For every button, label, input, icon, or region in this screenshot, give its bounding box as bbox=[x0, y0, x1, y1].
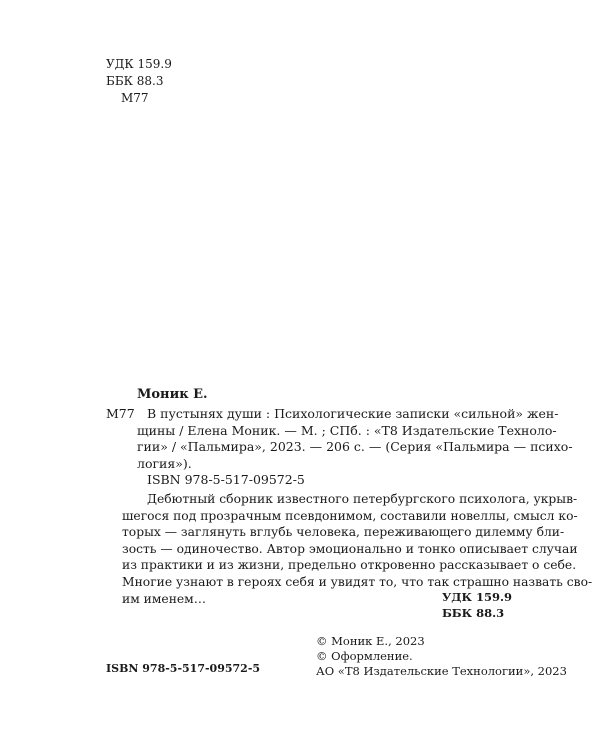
annotation-line: торых — заглянуть вглубь человека, переживающего дилемму бли- bbox=[122, 525, 565, 540]
copyright-line: © Оформление. bbox=[316, 649, 413, 663]
description-line: логия»). bbox=[137, 455, 192, 471]
bbk-code: ББК 88.3 bbox=[106, 74, 164, 88]
isbn-bottom: ISBN 978-5-517-09572-5 bbox=[106, 662, 261, 675]
record-cutter: М77 bbox=[106, 406, 135, 421]
copyright-line: © Моник Е., 2023 bbox=[316, 634, 425, 648]
udk-code: УДК 159.9 bbox=[106, 57, 172, 71]
annotation-line: Многие узнают в героях себя и увидят то, что так страшно назвать сво- bbox=[122, 574, 593, 589]
bottom-classification-block bbox=[442, 589, 512, 621]
author-heading: Моник Е. bbox=[137, 387, 208, 402]
record-isbn: ISBN 978-5-517-09572-5 bbox=[147, 472, 305, 487]
copyright-block bbox=[316, 634, 567, 679]
annotation bbox=[122, 491, 592, 607]
description-line: щины / Елена Моник. — М. ; СПб. : «Т8 Издательские Техноло- bbox=[137, 422, 557, 438]
annotation-line: Дебютный сборник известного петербургского психолога, укрыв- bbox=[147, 492, 578, 506]
bibliographic-description bbox=[137, 406, 573, 472]
top-classification-block bbox=[106, 56, 172, 107]
annotation-line: шегося под прозрачным псевдонимом, составили новеллы, смысл ко- bbox=[122, 508, 578, 523]
annotation-line: зость — одиночество. Автор эмоционально и тонко описывает случаи bbox=[122, 541, 578, 556]
udk-code-bottom: УДК 159.9 bbox=[441, 590, 512, 604]
description-line: гии» / «Пальмира», 2023. — 206 с. — (Серия «Пальмира — психо- bbox=[137, 439, 573, 455]
annotation-line: из практики и из жизни, предельно откровенно рассказывает о себе. bbox=[122, 558, 577, 573]
description-line: В пустынях души : Психологические записки «сильной» жен- bbox=[147, 406, 559, 421]
cutter-code: М77 bbox=[121, 91, 149, 105]
annotation-line: им именем… bbox=[122, 591, 207, 606]
bbk-code-bottom: ББК 88.3 bbox=[441, 606, 505, 620]
copyright-line: АО «Т8 Издательские Технологии», 2023 bbox=[316, 664, 567, 678]
